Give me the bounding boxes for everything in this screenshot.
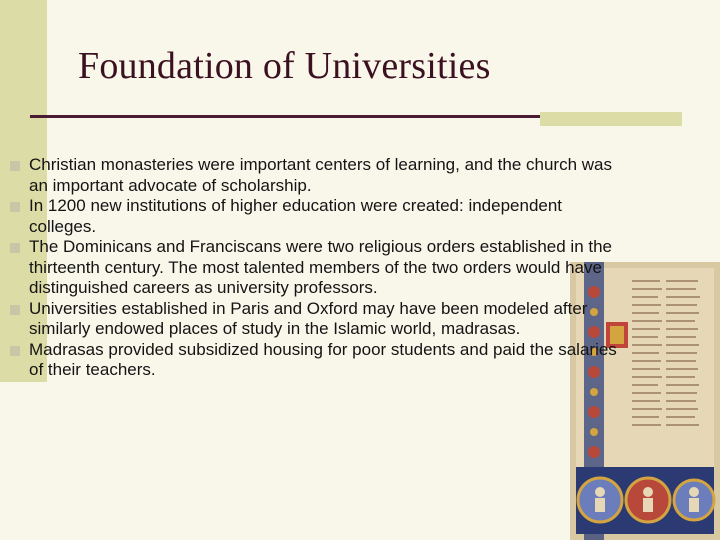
square-bullet-icon — [10, 202, 20, 212]
square-bullet-icon — [10, 305, 20, 315]
title-divider — [30, 115, 540, 118]
square-bullet-icon — [10, 346, 20, 356]
bullet-text: Universities established in Paris and Oxford may have been modeled after similarly endowed places of study in the Islamic world, madrasas. — [29, 298, 588, 338]
list-item — [10, 237, 630, 299]
list-item — [10, 340, 630, 381]
slide-title: Foundation of Universities — [78, 45, 491, 87]
square-bullet-icon — [10, 161, 20, 171]
list-item — [10, 299, 630, 340]
bullet-text: Madrasas provided subsidized housing for poor students and paid the salaries of their teachers. — [29, 339, 617, 379]
title-divider-accent — [540, 112, 682, 126]
bullet-text: Christian monasteries were important centers of learning, and the church was an important advocate of scholarship. — [29, 155, 613, 195]
list-item — [10, 196, 630, 237]
square-bullet-icon — [10, 243, 20, 253]
bullet-text: In 1200 new institutions of higher education were created: independent colleges. — [29, 196, 563, 236]
bullet-text: The Dominicans and Franciscans were two religious orders established in the thirteenth century. The most talented members of the two orders would have distinguished careers as university professors. — [29, 237, 613, 297]
bullet-list — [10, 155, 630, 381]
list-item — [10, 155, 630, 196]
